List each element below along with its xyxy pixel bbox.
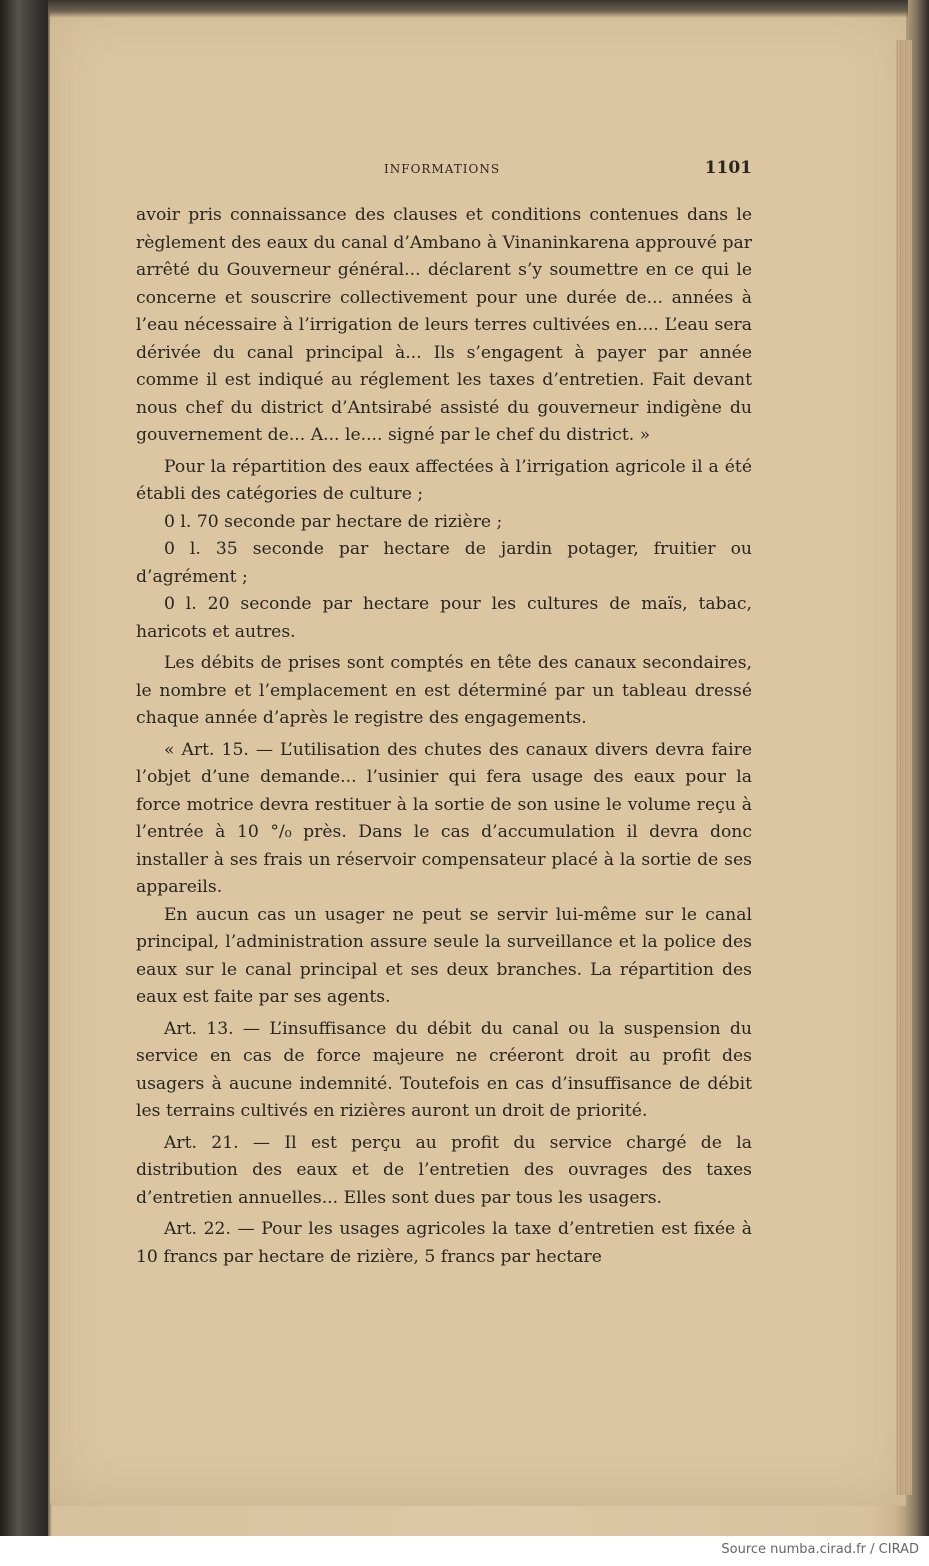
- page-header: [140, 158, 752, 182]
- page-edges: [896, 40, 912, 1495]
- paragraph-8: En aucun cas un usager ne peut se servir lui-même sur le canal principal, l’administration assure seule la surveillance et la police des eaux sur le canal principal et ses deux branches. La répartition des eaux est faite par ses agents.: [136, 904, 752, 1007]
- scan-top-shadow: [48, 0, 908, 18]
- paragraph-10: Art. 21. — Il est perçu au profit du service chargé de la distribution des eaux et de l’entretien des ouvrages des taxes d’entretien annuelles... Elles sont dues par tous les usagers.: [136, 1132, 752, 1208]
- paragraph-1: avoir pris connaissance des clauses et conditions contenues dans le règlement des eaux du canal d’Ambano à Vinaninkarena approuvé par arrêté du Gouverneur général... déclarent s’y soumettre en ce qui le concerne et souscrire collectivement pour une durée de... années à l’eau nécessaire à l’irrigation de leurs terres cultivées en.... L’eau sera dérivée du canal principal à... Ils s’engagent à payer par année comme il est indiqué au réglement les taxes d’entretien. Fait devant nous chef du district d’Antsirabé assisté du gouverneur indigène du gouvernement de... A... le.... signé par le chef du district. »: [136, 205, 752, 445]
- book-binding: [0, 0, 48, 1536]
- paragraph-9: Art. 13. — L’insuffisance du débit du canal ou la suspension du service en cas de force majeure ne créeront droit au profit des usagers à aucune indemnité. Toutefois en cas d’insuffisance de débit les terrains cultivés en rizières auront un droit de priorité.: [136, 1018, 752, 1121]
- paragraph-4: 0 l. 35 seconde par hectare de jardin potager, fruitier ou d’agrément ;: [136, 539, 752, 587]
- page-body: [136, 202, 752, 1271]
- running-title: INFORMATIONS: [384, 162, 501, 176]
- paragraph-5: 0 l. 20 seconde par hectare pour les cultures de maïs, tabac, haricots et autres.: [136, 594, 752, 642]
- page-number: 1101: [704, 158, 752, 178]
- paragraph-3: 0 l. 70 seconde par hectare de rizière ;: [164, 511, 503, 532]
- paragraph-11: Art. 22. — Pour les usages agricoles la taxe d’entretien est fixée à 10 francs par hectare de rizière, 5 francs par hectare: [136, 1219, 752, 1267]
- source-credit: Source numba.cirad.fr / CIRAD: [721, 1542, 919, 1557]
- paragraph-6: Les débits de prises sont comptés en tête des canaux secondaires, le nombre et l’emplacement en est déterminé par un tableau dressé chaque année d’après le registre des engagements.: [136, 653, 752, 728]
- paragraph-7: « Art. 15. — L’utilisation des chutes des canaux divers devra faire l’objet d’une demande... l’usinier qui fera usage des eaux pour la force motrice devra restituer à la sortie de son usine le volume reçu à l’entrée à 10 °/₀ près. Dans le cas d’accumulation il devra donc installer à ses frais un réservoir compensateur placé à la sortie de ses appareils.: [136, 739, 752, 897]
- paragraph-2: Pour la répartition des eaux affectées à l’irrigation agricole il a été établi des catégories de culture ;: [136, 456, 752, 504]
